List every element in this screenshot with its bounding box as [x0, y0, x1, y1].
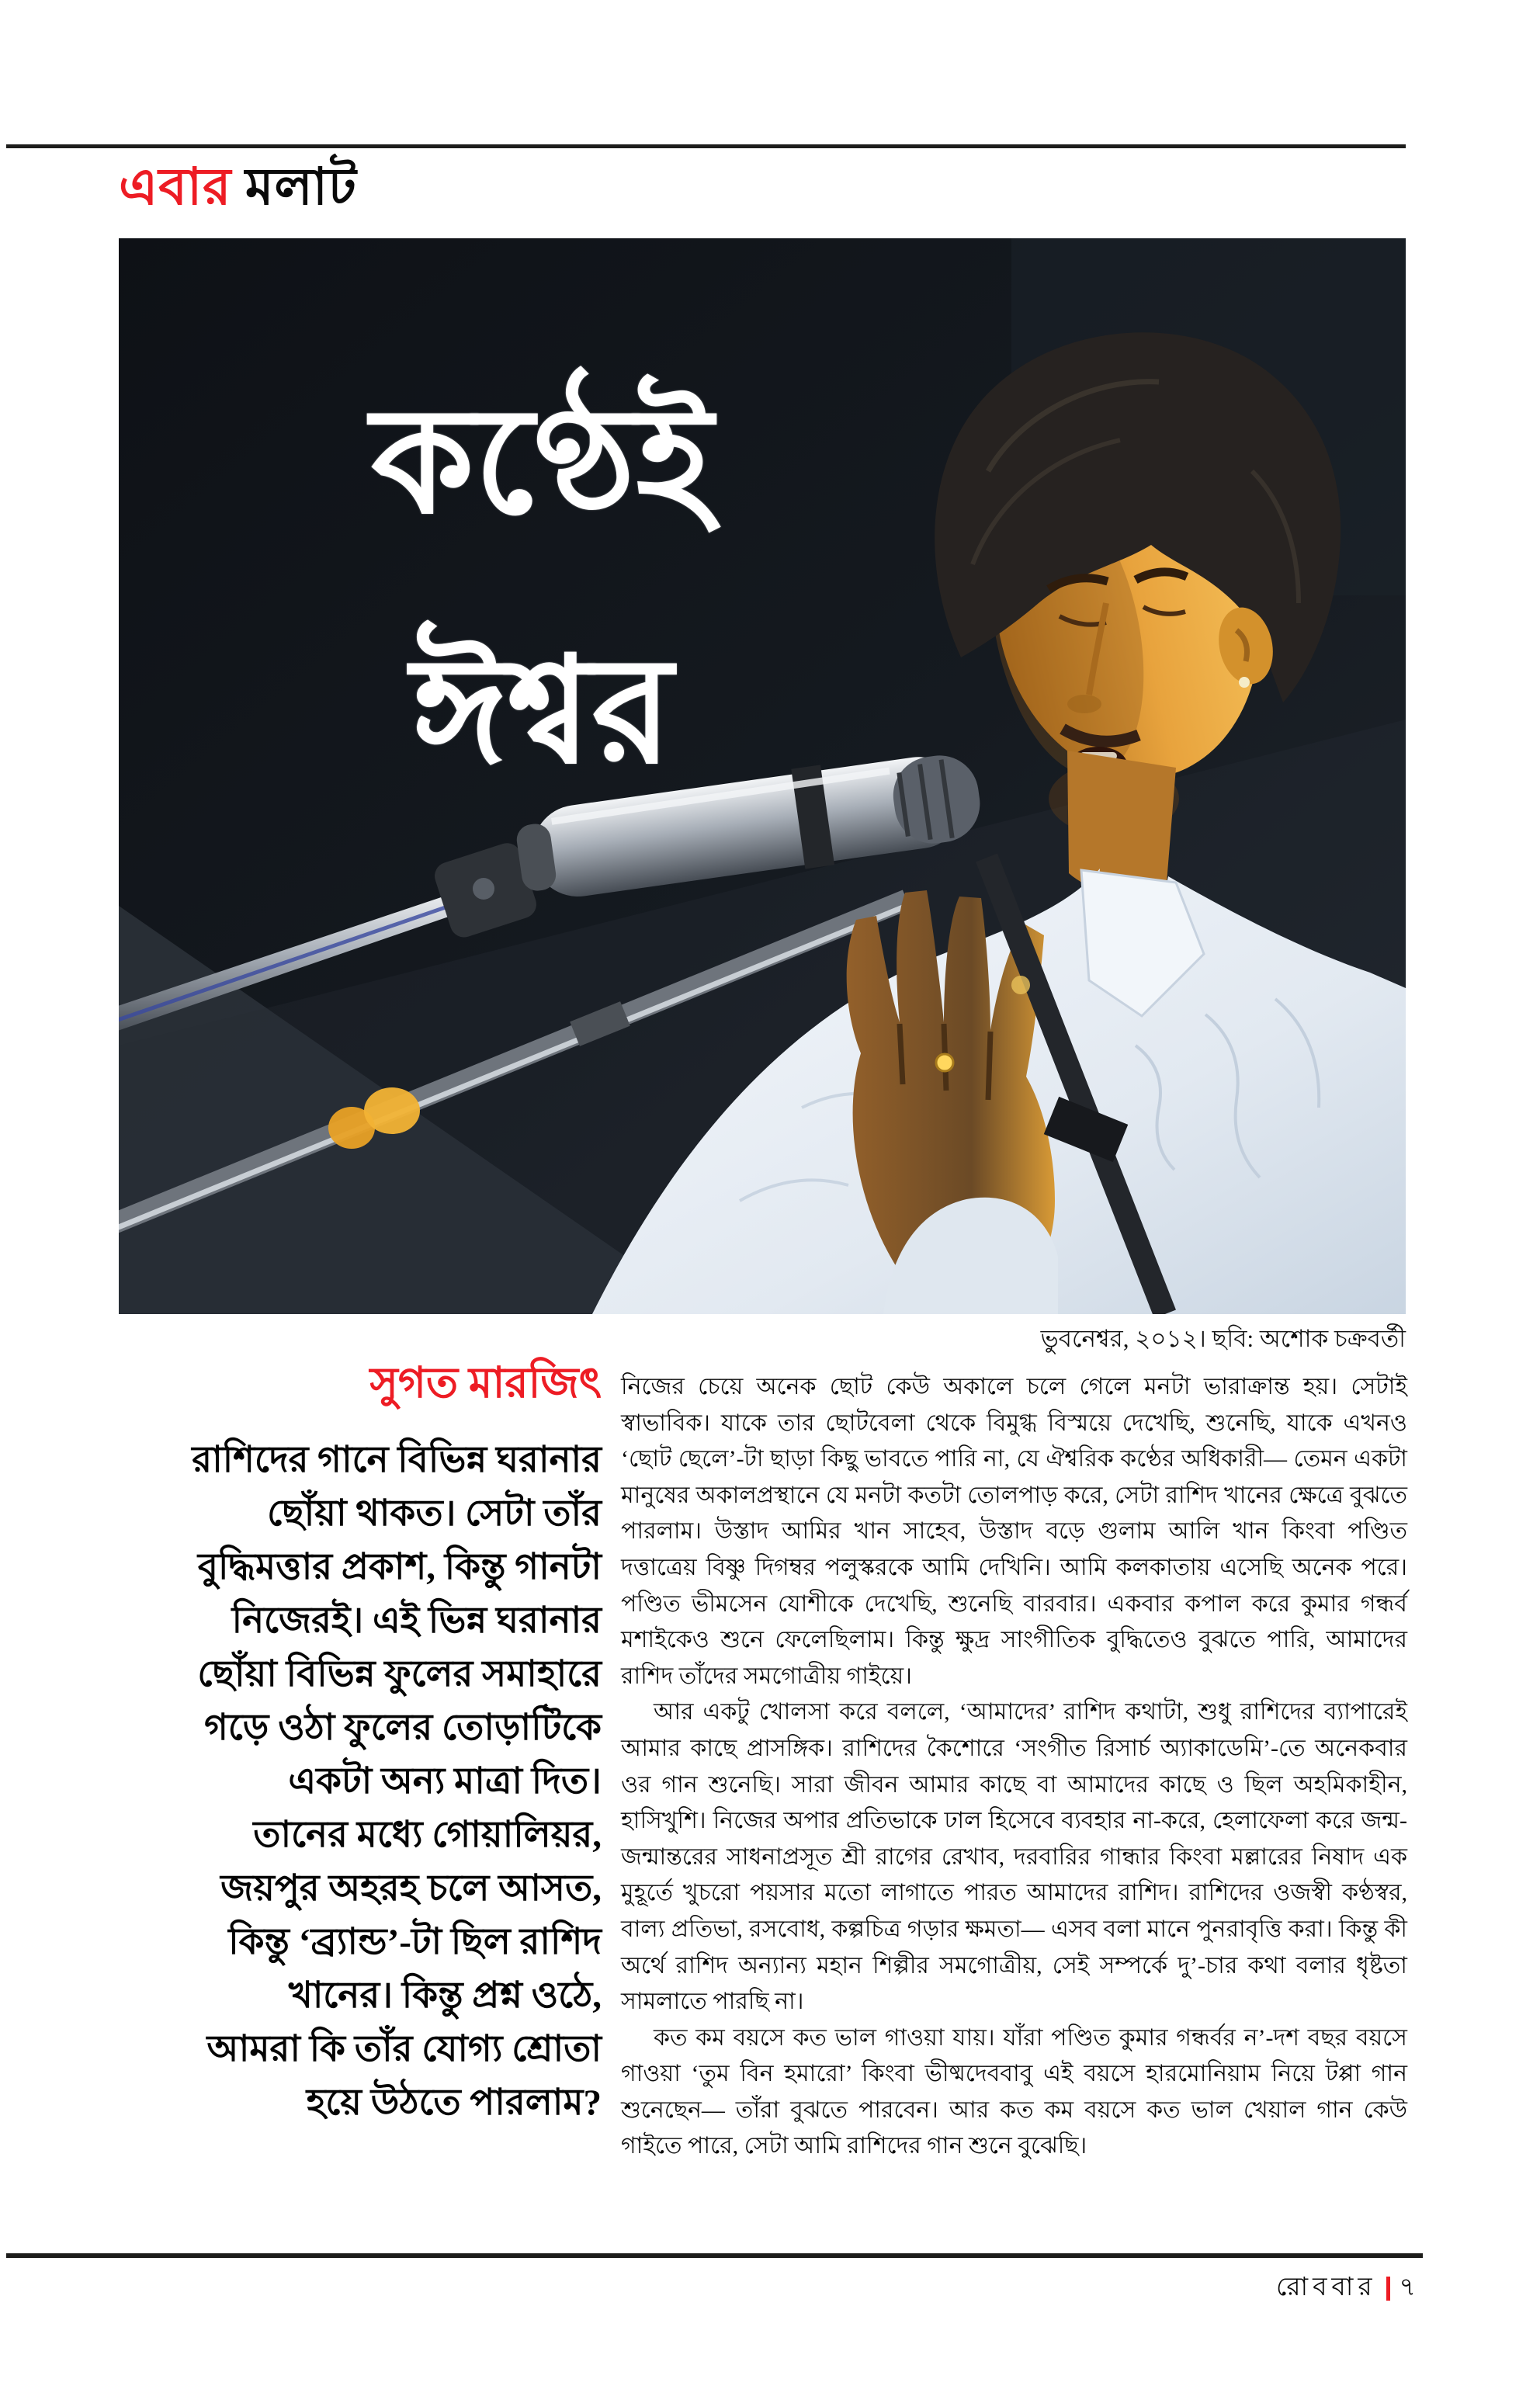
article-paragraph: নিজের চেয়ে অনেক ছোট কেউ অকালে চলে গেলে মনটা ভারাক্রান্ত হয়। সেটাই স্বাভাবিক। যাকে তার ছোটবেলা থেকে বিমুগ্ধ বিস্ময়ে দেখেছি, শুনেছি, যাকে এখনও ‘ছোট ছেলে’-টা ছাড়া কিছু ভাবতে পারি না, যে ঐশ্বরিক কণ্ঠের অধিকারী— তেমন একটা মানুষের অকালপ্রস্থানে যে মনটা কতটা তোলপাড় করে, সেটা রাশিদ খানের ক্ষেত্রে বুঝতে পারলাম। উস্তাদ আমির খান সাহেব, উস্তাদ বড়ে গুলাম আলি খান কিংবা পণ্ডিত দত্তাত্রেয় বিষ্ণু দিগম্বর পলুস্করকে আমি দেখিনি। আমি কলকাতায় এসেছি অনেক পরে। পণ্ডিত ভীমসেন যোশীকে দেখেছি, শুনেছি বারবার। একবার কপাল করে কুমার গন্ধর্ব মশাইকেও শুনে ফেলেছিলাম। কিন্তু ক্ষুদ্র সাংগীতিক বুদ্ধিতেও বুঝতে পারি, আমাদের রাশিদ তাঁদের সমগোত্রীয় গাইয়ে।: [621, 1374, 1407, 1689]
kicker-word-black: মলাট: [245, 159, 357, 216]
quote-line: ছোঁয়া বিভিন্ন ফুলের সমাহারে: [197, 1654, 602, 1694]
author-byline: সুগত মারজিৎ: [369, 1359, 602, 1406]
kicker-word-red: এবার: [119, 159, 232, 216]
pull-quote-column: [119, 1353, 602, 2130]
quote-line: কিন্তু ‘ব্র্যান্ড’-টা ছিল রাশিদ: [228, 1922, 602, 1962]
quote-line: রাশিদের গানে বিভিন্ন ঘরানার: [192, 1440, 602, 1480]
quote-line: হয়ে উঠতে পারলাম?: [306, 2083, 602, 2123]
quote-line: একটা অন্য মাত্রা দিত।: [288, 1761, 602, 1802]
photo-headline-line1: কণ্ঠেই: [371, 381, 713, 544]
performance-photo: [119, 238, 1406, 1314]
quote-line: আমরা কি তাঁর যোগ্য শ্রোতা: [206, 2029, 602, 2069]
article-body: [621, 1369, 1407, 2165]
magazine-name: রোববার: [1275, 2273, 1377, 2301]
footer-red-divider: [1386, 2277, 1390, 2301]
quote-line: ছোঁয়া থাকত। সেটা তাঁর: [267, 1493, 602, 1534]
photo-caption: ভুবনেশ্বর, ২০১২। ছবি: অশোক চক্রবর্তী: [1040, 1325, 1406, 1352]
page-number: ৭: [1399, 2273, 1416, 2301]
page-footer: [931, 2266, 1416, 2310]
quote-line: গড়ে ওঠা ফুলের তোড়াটিকে: [204, 1708, 602, 1748]
photo-headline: [224, 338, 860, 838]
photo-headline-line2: ঈশ্বর: [411, 631, 673, 794]
article-paragraph: কত কম বয়সে কত ভাল গাওয়া যায়। যাঁরা পণ্ডিত কুমার গন্ধর্বর ন’-দশ বছর বয়সে গাওয়া ‘তুম বিন হমারো’ কিংবা ভীষ্মদেববাবু এই বয়সে হারমোনিয়াম নিয়ে টপ্পা গান শুনেছেন— তাঁরা বুঝতে পারবেন। আর কত কম বয়সে কত ভাল খেয়াল গান কেউ গাইতে পারে, সেটা আমি রাশিদের গান শুনে বুঝেছি।: [621, 2024, 1407, 2159]
quote-line: জয়পুর অহরহ চলে আসত,: [220, 1868, 602, 1909]
quote-line: বুদ্ধিমত্তার প্রকাশ, কিন্তু গানটা: [197, 1547, 602, 1587]
article-paragraph: আর একটু খোলসা করে বললে, ‘আমাদের’ রাশিদ কথাটা, শুধু রাশিদের ব্যাপারেই আমার কাছে প্রাসঙ্গিক। রাশিদের কৈশোরে ‘সংগীত রিসার্চ অ্যাকাডেমি’-তে অনেকবার ওর গান শুনেছি। সারা জীবন আমার কাছে বা আমাদের কাছে ও ছিল অহমিকাহীন, হাসিখুশি। নিজের অপার প্রতিভাকে ঢাল হিসেবে ব্যবহার না-করে, হেলাফেলা করে জন্ম-জন্মান্তরের সাধনাপ্রসূত শ্রী রাগের রেখাব, দরবারির গান্ধার কিংবা মল্লারের নিষাদ এক মুহূর্তে খুচরো পয়সার মতো লাগাতে পারত আমাদের রাশিদ। রাশিদের ওজস্বী কণ্ঠস্বর, বাল্য প্রতিভা, রসবোধ, কল্পচিত্র গড়ার ক্ষমতা— এসব বলা মানে পুনরাবৃত্তি করা। কিন্তু কী অর্থে রাশিদ অন্যান্য মহান শিল্পীর সমগোত্রীয়, সেই সম্পর্কে দু’-চার কথা বলার ধৃষ্টতা সামলাতে পারছি না।: [621, 1699, 1407, 2015]
quote-line: তানের মধ্যে গোয়ালিয়র,: [253, 1815, 602, 1855]
quote-line: খানের। কিন্তু প্রশ্ন ওঠে,: [288, 1975, 602, 2016]
section-kicker: [119, 147, 357, 233]
ring: [936, 1054, 953, 1071]
bottom-rule: [6, 2253, 1423, 2258]
quote-line: নিজেরই। এই ভিন্ন ঘরানার: [231, 1601, 602, 1641]
